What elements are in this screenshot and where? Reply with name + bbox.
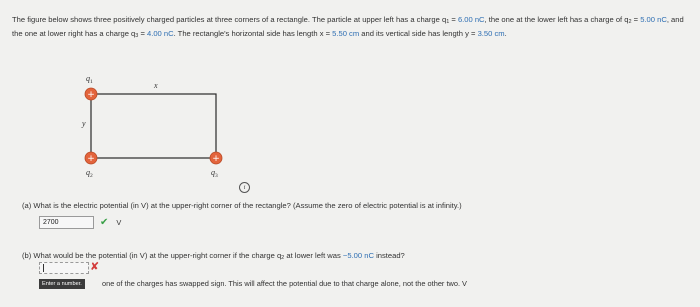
label-q2-sub: 2: [90, 173, 93, 179]
label-x: x: [154, 81, 158, 90]
q1-subscript: 1: [446, 19, 450, 25]
charge-q2-sign: +: [87, 154, 95, 164]
q2-new-value: −5.00 nC: [342, 251, 374, 260]
input-tooltip: Enter a number.: [39, 279, 85, 289]
info-icon[interactable]: i: [239, 182, 250, 193]
part-b-feedback: one of the charges has swapped sign. This will affect the potential due to that charge alone, not the other two. V: [102, 279, 467, 288]
part-a-question: (a) What is the electric potential (in V) at the upper-right corner of the rectangle? (Assume the zero of electric potential is at infinity.): [22, 201, 462, 210]
problem-text: . The rectangle's horizontal side has length x =: [173, 29, 333, 38]
q2-subscript: 2: [628, 19, 632, 25]
part-b-text: instead?: [373, 251, 405, 260]
problem-text: , and the one at lower right has a charge q: [12, 15, 684, 38]
problem-text: =: [631, 15, 641, 24]
rectangle-outline: [91, 94, 216, 158]
part-a-unit: V: [116, 218, 122, 227]
part-b-answer-field[interactable]: [39, 262, 89, 274]
label-q2: [86, 168, 93, 179]
part-b-text: at lower left was: [284, 251, 343, 260]
problem-text: =: [138, 29, 147, 38]
problem-text: , the one at the lower left has a charge of q: [484, 15, 629, 24]
q1-value: 6.00 nC: [457, 15, 485, 24]
charge-q3-sign: +: [212, 154, 220, 164]
q2-subscript: 2: [281, 255, 285, 261]
text-caret: [43, 264, 44, 272]
label-q1-sub: 1: [90, 79, 93, 85]
part-b-question: [22, 251, 405, 261]
label-q3: [211, 168, 218, 179]
part-b-text: (b) What would be the potential (in V) at the upper-right corner if the charge q: [22, 251, 282, 260]
rectangle-figure: [70, 62, 250, 190]
x-value: 5.50 cm: [332, 29, 360, 38]
label-q1-letter: q: [86, 74, 90, 83]
q3-subscript: 3: [135, 33, 139, 39]
part-a-answer-row: [39, 216, 121, 229]
problem-text: The figure below shows three positively charged particles at three corners of a rectangle. The particle at upper left has a charge q: [12, 15, 447, 24]
problem-statement: [12, 14, 684, 42]
label-q2-letter: q: [86, 168, 90, 177]
label-q3-letter: q: [211, 168, 215, 177]
rectangle-diagram: [70, 62, 250, 190]
y-value: 3.50 cm: [477, 29, 505, 38]
label-y: y: [82, 119, 86, 128]
q2-value: 5.00 nC: [640, 15, 667, 24]
problem-text: .: [504, 29, 507, 38]
cross-icon: ✘: [90, 261, 100, 273]
problem-text: and its vertical side has length y =: [359, 29, 478, 38]
q3-value: 4.00 nC: [146, 29, 174, 38]
check-icon: ✔: [100, 217, 109, 228]
label-q3-sub: 3: [215, 173, 218, 179]
part-a-answer-field[interactable]: 2700: [39, 216, 94, 229]
charge-q1-sign: +: [87, 90, 95, 100]
problem-text: =: [449, 15, 458, 24]
label-q1: [86, 74, 93, 85]
